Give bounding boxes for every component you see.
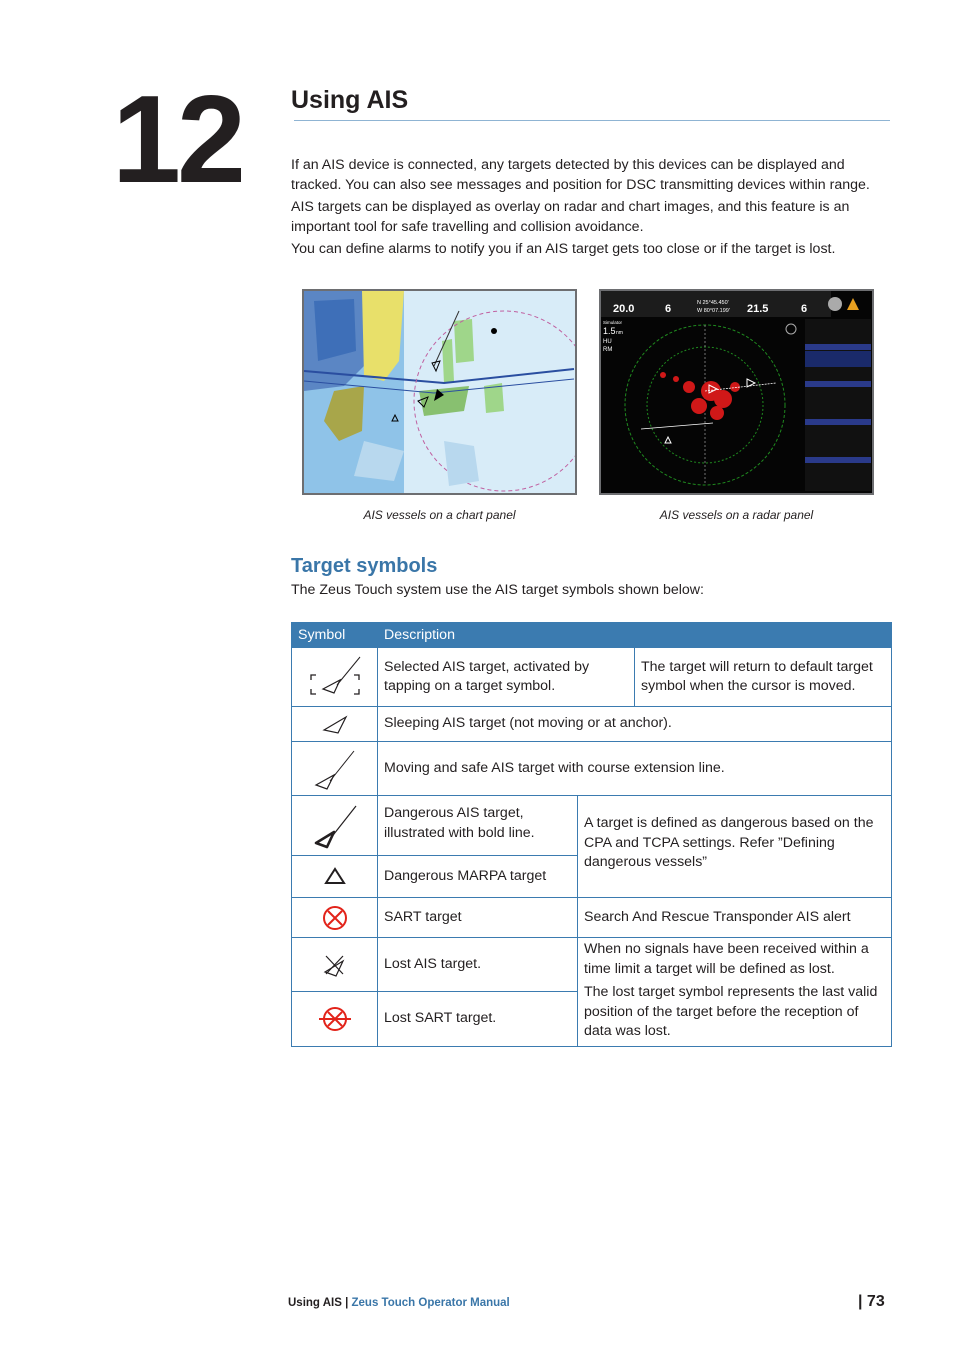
radar-hdg-value: 6 [801, 303, 808, 315]
intro-paragraph-2: AIS targets can be displayed as overlay on radar and chart images, and this feature is an important tool for safe travelling and collision avoidance. [291, 199, 850, 235]
selected-target-note: The target will return to default target symbol when the cursor is moved. [635, 648, 892, 707]
lost-sart-target-icon [292, 992, 378, 1046]
header-symbol: Symbol [292, 623, 378, 648]
table-row [292, 796, 892, 856]
radar-panel-caption: AIS vessels on a radar panel [659, 508, 814, 522]
sleeping-ais-target-icon [292, 707, 378, 742]
lost-target-note-1: When no signals have been received within a time limit a target will be defined as lost. [584, 941, 869, 977]
table-row [292, 898, 892, 938]
radar-mode-2: RM [603, 347, 613, 353]
table-row [292, 707, 892, 742]
footer-book-title: Zeus Touch Operator Manual [351, 1297, 510, 1309]
radar-depth-value: 21.5 [747, 303, 769, 315]
chart-panel-caption: AIS vessels on a chart panel [363, 508, 516, 522]
selected-target-description: Selected AIS target, activated by tapping on a target symbol. [378, 648, 635, 707]
moving-target-description: Moving and safe AIS target with course extension line. [378, 742, 892, 796]
section-intro: The Zeus Touch system use the AIS target symbols shown below: [291, 582, 704, 598]
title-divider [294, 120, 890, 121]
radar-sim-label: Simulator [603, 320, 623, 325]
page-number: | 73 [858, 1293, 885, 1310]
dangerous-target-note: A target is defined as dangerous based on the CPA and TCPA settings. Refer ”Defining dangerous vessels” [578, 796, 892, 898]
footer-separator: | [341, 1297, 352, 1309]
dangerous-marpa-target-icon [292, 856, 378, 898]
lost-target-description: Lost AIS target. [378, 938, 578, 992]
chapter-number: 12 [112, 71, 242, 209]
radar-position-2: W 80°07.199' [697, 308, 730, 314]
radar-cog-value: 6 [665, 303, 672, 315]
chapter-title: Using AIS [291, 86, 409, 114]
marpa-target-description: Dangerous MARPA target [378, 856, 578, 898]
intro-text [291, 156, 881, 263]
radar-panel-image [599, 289, 874, 495]
dangerous-ais-target-icon [292, 796, 378, 856]
lost-target-note-2: The lost target symbol represents the last valid position of the target before the reception of data was lost. [584, 984, 878, 1039]
radar-mode: HU [603, 339, 612, 345]
table-row [292, 742, 892, 796]
footer-running-head [288, 1297, 510, 1309]
lost-target-note [578, 938, 892, 1047]
table-header-row [292, 623, 892, 648]
chart-panel-image [302, 289, 577, 495]
dangerous-target-description: Dangerous AIS target, illustrated with bold line. [378, 796, 578, 856]
radar-sog-value: 20.0 [613, 303, 635, 315]
table-row [292, 648, 892, 707]
section-title: Target symbols [291, 555, 438, 577]
target-symbols-table [291, 622, 892, 1047]
sart-target-description: SART target [378, 898, 578, 938]
footer-section: Using AIS [288, 1297, 342, 1309]
sart-target-note: Search And Rescue Transponder AIS alert [578, 898, 892, 938]
intro-paragraph-1: If an AIS device is connected, any targets detected by this devices can be displayed and tracked. You can also see messages and position for DSC transmitting devices within range. [291, 157, 870, 193]
radar-position: N 25°45.450' [697, 300, 729, 306]
radar-range: 1.5 [603, 326, 616, 336]
table-row [292, 938, 892, 992]
sart-target-icon [292, 898, 378, 938]
lost-ais-target-icon [292, 938, 378, 992]
radar-panel-illustration [601, 291, 872, 493]
header-description: Description [378, 623, 892, 648]
lost-sart-target-description: Lost SART target. [378, 992, 578, 1046]
moving-ais-target-icon [292, 742, 378, 796]
radar-range-unit: nm [616, 330, 623, 336]
selected-ais-target-icon [292, 648, 378, 707]
chart-panel-illustration [304, 291, 575, 493]
intro-paragraph-3: You can define alarms to notify you if an AIS target gets too close or if the target is lost. [291, 241, 836, 257]
sleeping-target-description: Sleeping AIS target (not moving or at anchor). [378, 707, 892, 742]
